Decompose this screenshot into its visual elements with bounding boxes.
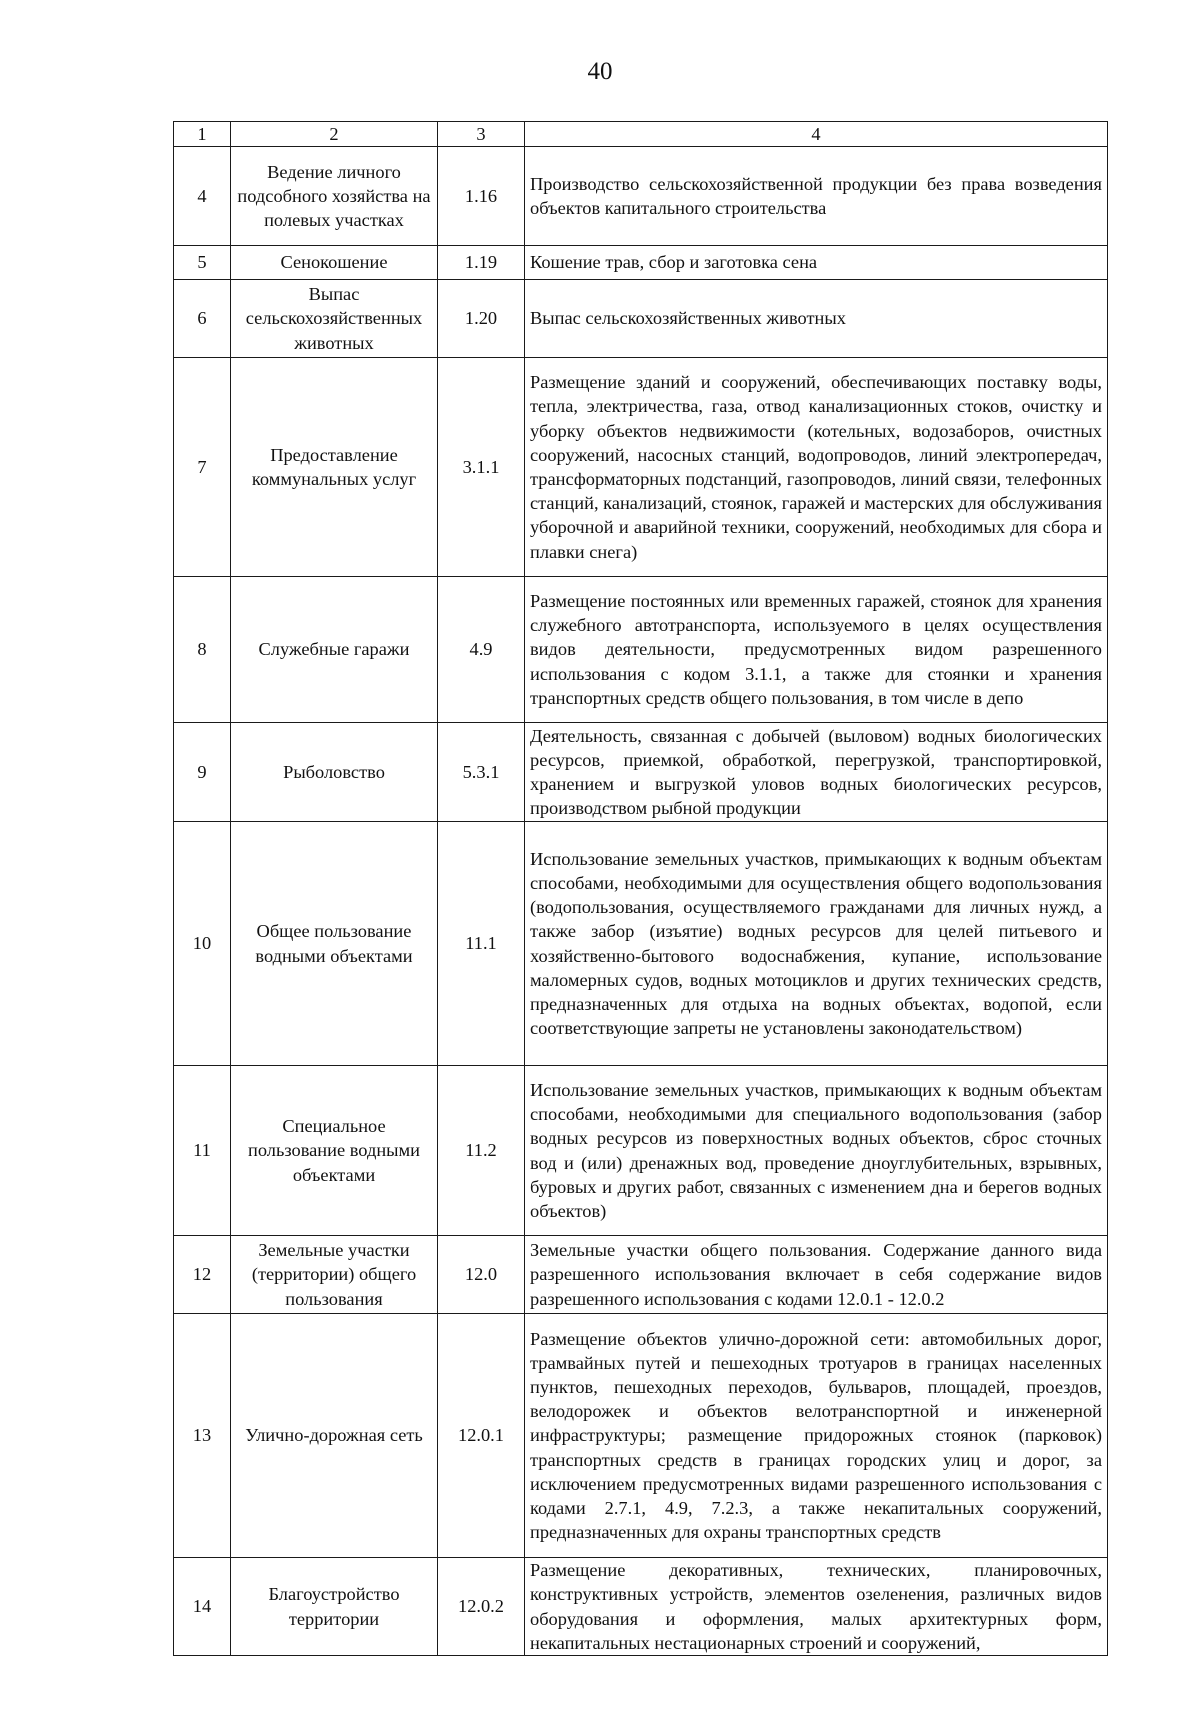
use-type-description: Использование земельных участков, примыкающих к водным объектам способами, необходимыми для осуществления общего водопользования (водопользования, осуществляемого гражданами для личных нужд, а также забор (изъятие) водных ресурсов для целей питьевого и хозяйственно-бытового водоснабжения, купание, использование маломерных судов, водных мотоциклов и других технических средств, предназначенных для отдыха на водных объектах, водопой, если соответствующие запреты не установлены законодательством) <box>525 822 1108 1066</box>
row-number: 4 <box>174 147 231 246</box>
row-number: 13 <box>174 1314 231 1558</box>
use-type-description: Размещение зданий и сооружений, обеспечивающих поставку воды, тепла, электричества, газа, отвод канализационных стоков, очистку и уборку объектов недвижимости (котельных, водозаборов, очистных сооружений, насосных станций, водопроводов, линий электропередач, трансформаторных подстанций, газопроводов, линий связи, телефонных станций, канализаций, стоянок, гаражей и мастерских для обслуживания уборочной и аварийной техники, сооружений, необходимых для сбора и плавки снега) <box>525 358 1108 577</box>
table-row <box>174 358 1108 577</box>
use-type-description: Кошение трав, сбор и заготовка сена <box>525 246 1108 280</box>
use-type-code: 1.20 <box>438 280 525 358</box>
row-number: 14 <box>174 1558 231 1656</box>
use-type-description: Деятельность, связанная с добычей (выловом) водных биологических ресурсов, приемкой, обработкой, перегрузкой, транспортировкой, хранением и выгрузкой уловов водных биологических ресурсов, производством рыбной продукции <box>525 723 1108 822</box>
use-type-description: Размещение декоративных, технических, планировочных, конструктивных устройств, элементов озеленения, различных видов оборудования и оформления, малых архитектурных форм, некапитальных нестационарных строений и сооружений, <box>525 1558 1108 1656</box>
use-type-code: 12.0.1 <box>438 1314 525 1558</box>
column-header: 2 <box>231 122 438 147</box>
row-number: 12 <box>174 1236 231 1314</box>
use-type-name: Общее пользование водными объектами <box>231 822 438 1066</box>
page-number: 40 <box>587 58 613 85</box>
row-number: 8 <box>174 577 231 723</box>
row-number: 7 <box>174 358 231 577</box>
table-row <box>174 1314 1108 1558</box>
use-type-code: 11.2 <box>438 1066 525 1236</box>
use-type-name: Специальное пользование водными объектами <box>231 1066 438 1236</box>
use-type-description: Производство сельскохозяйственной продукции без права возведения объектов капитального строительства <box>525 147 1108 246</box>
use-type-code: 11.1 <box>438 822 525 1066</box>
table-row <box>174 147 1108 246</box>
table-row <box>174 723 1108 822</box>
table-row <box>174 246 1108 280</box>
use-type-name: Предоставление коммунальных услуг <box>231 358 438 577</box>
column-header: 4 <box>525 122 1108 147</box>
use-type-description: Использование земельных участков, примыкающих к водным объектам способами, необходимыми для специального водопользования (забор водных ресурсов из поверхностных водных объектов, сброс сточных вод и (или) дренажных вод, проведение дноуглубительных, взрывных, буровых и других работ, связанных с изменением дна и берегов водных объектов) <box>525 1066 1108 1236</box>
use-type-code: 5.3.1 <box>438 723 525 822</box>
row-number: 10 <box>174 822 231 1066</box>
table-row <box>174 1066 1108 1236</box>
use-type-name: Земельные участки (территории) общего пользования <box>231 1236 438 1314</box>
use-type-code: 1.16 <box>438 147 525 246</box>
column-header: 3 <box>438 122 525 147</box>
land-use-table <box>173 121 1108 1656</box>
table-row <box>174 822 1108 1066</box>
use-type-code: 12.0.2 <box>438 1558 525 1656</box>
use-type-name: Выпас сельскохозяйственных животных <box>231 280 438 358</box>
use-type-name: Улично-дорожная сеть <box>231 1314 438 1558</box>
use-type-name: Служебные гаражи <box>231 577 438 723</box>
row-number: 11 <box>174 1066 231 1236</box>
row-number: 9 <box>174 723 231 822</box>
use-type-name: Сенокошение <box>231 246 438 280</box>
use-type-description: Размещение объектов улично-дорожной сети: автомобильных дорог, трамвайных путей и пешеходных тротуаров в границах населенных пунктов, пешеходных переходов, бульваров, площадей, проездов, велодорожек и объектов велотранспортной и инженерной инфраструктуры; размещение придорожных стоянок (парковок) транспортных средств в границах городских улиц и дорог, за исключением предусмотренных видами разрешенного использования с кодами 2.7.1, 4.9, 7.2.3, а также некапитальных сооружений, предназначенных для охраны транспортных средств <box>525 1314 1108 1558</box>
row-number: 5 <box>174 246 231 280</box>
use-type-code: 3.1.1 <box>438 358 525 577</box>
use-type-description: Размещение постоянных или временных гаражей, стоянок для хранения служебного автотранспорта, используемого в целях осуществления видов деятельности, предусмотренных видом разрешенного использования с кодом 3.1.1, а также для стоянки и хранения транспортных средств общего пользования, в том числе в депо <box>525 577 1108 723</box>
table-row <box>174 1236 1108 1314</box>
table-row <box>174 1558 1108 1656</box>
column-header: 1 <box>174 122 231 147</box>
use-type-name: Благоустройство территории <box>231 1558 438 1656</box>
table-header-row <box>174 122 1108 147</box>
use-type-code: 12.0 <box>438 1236 525 1314</box>
use-type-code: 1.19 <box>438 246 525 280</box>
row-number: 6 <box>174 280 231 358</box>
use-type-description: Земельные участки общего пользования. Содержание данного вида разрешенного использования включает в себя содержание видов разрешенного использования с кодами 12.0.1 - 12.0.2 <box>525 1236 1108 1314</box>
use-type-name: Ведение личного подсобного хозяйства на полевых участках <box>231 147 438 246</box>
table-row <box>174 577 1108 723</box>
use-type-description: Выпас сельскохозяйственных животных <box>525 280 1108 358</box>
use-type-code: 4.9 <box>438 577 525 723</box>
use-type-name: Рыболовство <box>231 723 438 822</box>
table-row <box>174 280 1108 358</box>
table-body <box>174 122 1108 1656</box>
